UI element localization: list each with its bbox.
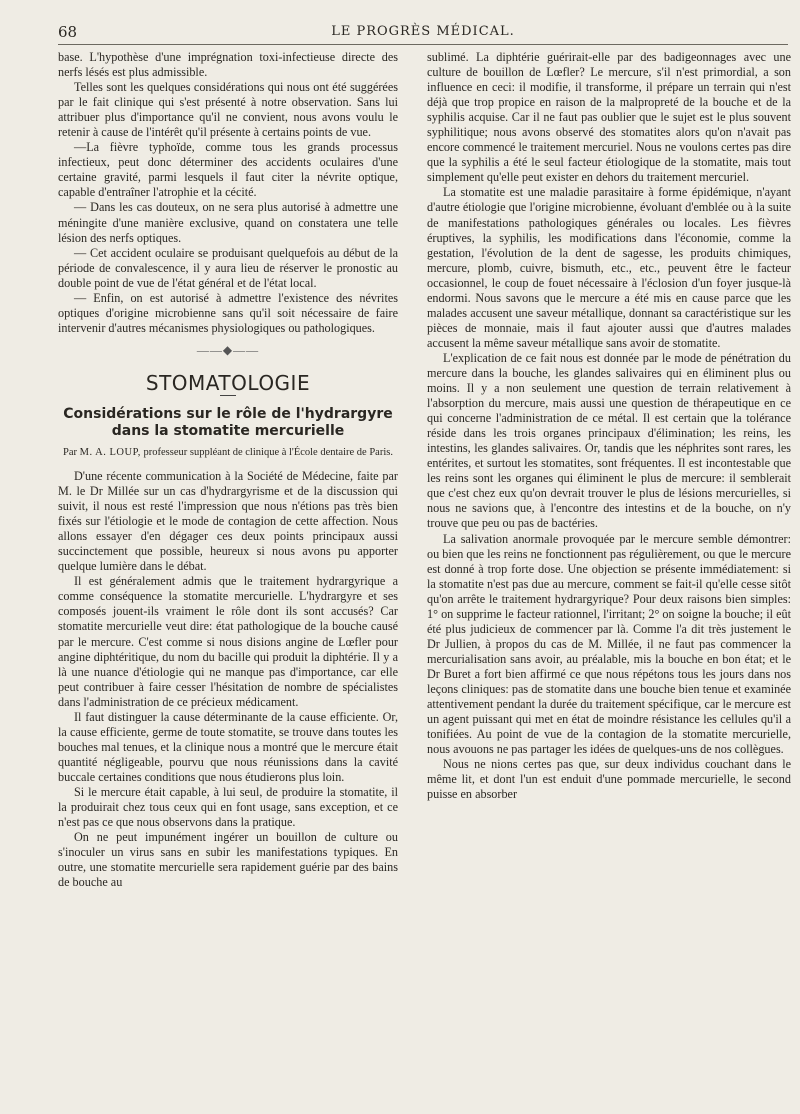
paragraph: On ne peut impunément ingérer un bouillon de culture ou s'inoculer un virus sans en subir les manifestations typiques. En outre, une stomatite mercurielle sera rapidement guérie par des bains de bouche au [58,830,398,890]
paragraph: La salivation anormale provoquée par le mercure semble démontrer: ou bien que les reins ne fonctionnent pas régulièrement, ou que le mercure est donné à trop forte dose. Une objection se présente immédiatement: si la stomatite n'est pas due au mercure, comment se fait-il qu'elle cesse sitôt qu'on arrête le traitement hydrargyrique? Pour deux raisons bien simples: 1° on supprime le facteur rationnel, l'irritant; 2° on soigne la bouche; il eût été plus judicieux de commencer par là. Comme l'a dit très justement le Dr Jullien, à propos du cas de M. Millée, il ne faut pas commencer la mercurialisation sans avoir, au préalable, mis la bouche en bon état; et le Dr Buret a fort bien affirmé ce que nous répétons tous les jours dans nos leçons cliniques: pas de stomatite dans une bouche bien tenue et examinée attentivement pendant la durée du traitement spécifique, car le mercure est un agent puissant qui met en état de moindre résistance les cellules qu'il a tonifiées. Au point de vue de la contagion de la stomatite mercurielle, nous avouons ne pas partager les idées de quelques-uns de nos collègues. [427,531,791,757]
paragraph: L'explication de ce fait nous est donnée par le mode de pénétration du mercure dans la bouche, les glandes salivaires qui en éliminent plus ou moins. Il y a non seulement une question de terrain relativement à l'absorption du mercure, mais aussi une question de thérapeutique en ce qui concerne l'administration de ce métal. Il est certain que la tolérance réside dans les trois organes principaux d'élimination; les reins, les intestins, les glandes salivaires. Or, tandis que les néphrites sont rares, les entérites, et surtout les stomatites, sont fréquentes. Il est incontestable que les reins sont les organes qui éliminent le plus de mercure: il semblerait que c'est chez eux qu'on devrait trouver le plus de lésions mercurielles, si nous ne savions que, à l'encontre des intestins et de la bouche, on n'y trouve que peu ou pas de bactéries. [427,350,791,531]
paragraph: La stomatite est une maladie parasitaire à forme épidémique, n'ayant d'autre étiologie que l'origine microbienne, évoluant d'emblée ou à la suite de manifestations pathologiques générales ou locales. Les fièvres éruptives, la syphilis, les modifications dans l'économie, comme la gestation, l'évolution de la dent de sagesse, les produits chimiques, mercure, plomb, cuivre, bismuth, etc., etc., peuvent être le facteur occasionnel, le coup de fouet nécessaire à l'éclosion d'un foyer jusque-là endormi. Nous savons que le mercure a été mis en cause parce que les malades accusent une saveur métallique, donnant sa caractéristique sur les pièces de monnaie, mais il faut ajouter aussi que d'autres malades accusent la même saveur métallique sans avoir de stomatite. [427,185,791,350]
paragraph: — Cet accident oculaire se produisant quelquefois au début de la période de convalescence, il y aura lieu de réserver le pronostic au double point de vue de l'état général et de l'état local. [58,245,398,290]
left-column [58,50,398,890]
article-title: Considérations sur le rôle de l'hydrargyre dans la stomatite mercurielle [63,405,393,439]
byline-author: M. A. LOUP, [79,446,141,458]
heading-rule [220,395,236,396]
page-number: 68 [58,23,78,41]
right-column [427,50,791,802]
paragraph: —La fièvre typhoïde, comme tous les grands processus infectieux, peut donc déterminer des accidents oculaires d'une certaine gravité, parmi lesquels il faut citer la névrite optique, capable d'entraîner l'atrophie et la cécité. [58,140,398,200]
paragraph: Si le mercure était capable, à lui seul, de produire la stomatite, il la produirait chez tous ceux qui en font usage, sans exception, et ce n'est pas ce que nous observons dans la pratique. [58,784,398,830]
paragraph: — Dans les cas douteux, on ne sera plus autorisé à admettre une méningite d'une manière exclusive, quand on constatera une telle lésion des nerfs optiques. [58,200,398,245]
byline-affiliation: professeur suppléant de clinique à l'École dentaire de Paris. [143,446,393,458]
running-title: LE PROGRÈS MÉDICAL. [331,24,515,39]
section-heading: STOMATOLOGIE [145,370,311,395]
page-header [58,22,788,45]
paragraph: — Enfin, on est autorisé à admettre l'existence des névrites optiques d'origine microbienne sans qu'il soit nécessaire de faire intervenir d'autres mécanismes physiologiques ou pathologiques. [58,290,398,335]
byline [58,446,398,459]
paragraph: base. L'hypothèse d'une imprégnation toxi-infectieuse directe des nerfs lésés est plus admissible. [58,50,398,80]
ornamental-separator: ——◆—— [196,342,260,357]
paragraph: Il faut distinguer la cause déterminante de la cause efficiente. Or, la cause efficiente, germe de toute stomatite, se trouve dans toutes les bouches mal tenues, et la clinique nous a montré que le mercure était quantité négligeable, pourvu que nous réunissions dans la cavité buccale certaines conditions que nous étudierons plus loin. [58,709,398,784]
paragraph: Nous ne nions certes pas que, sur deux individus couchant dans le même lit, et dont l'un est enduit d'une pommade mercurielle, le second puisse en absorber [427,757,791,802]
paragraph: D'une récente communication à la Société de Médecine, faite par M. le Dr Millée sur un cas d'hydrargyrisme et de la discussion qui suivit, il nous est resté l'impression que nous n'étions pas très bien fixés sur l'étiologie et le mode de contagion de cette affection. Nous allons essayer d'en dégager ces deux points principaux aussi succinctement que possible, heureux si nous avons pu apporter quelque lumière dans le débat. [58,468,398,574]
paragraph: Il est généralement admis que le traitement hydrargyrique a comme conséquence la stomatite mercurielle. L'hydrargyre et ses composés jouent-ils vraiment le rôle dont ils sont accusés? Car stomatite mercurielle veut dire: état pathologique de la bouche causé par le mercure. C'est comme si nous disions angine de Lœfler pour angine diphtéritique, du nom du bacille qui produit la diphtérie. Il y a là une nuance d'étiologie qui ne manque pas d'importance, car elle peut contribuer à faire cesser l'hésitation de nombre de spécialistes dans l'administration de ce précieux médicament. [58,574,398,709]
paragraph: sublimé. La diphtérie guérirait-elle par des badigeonnages avec une culture de bouillon de Lœfler? Le mercure, s'il n'est primordial, a son influence en ceci: il modifie, il transforme, il prépare un terrain qui n'est déjà que trop propice en raison de la malpropreté de la bouche et de la syphilis acquise. Car il ne faut pas oublier que le sujet est le plus souvent syphilitique; nous avons observé des stomatites alors qu'on n'avait pas encore commencé le traitement mercuriel. Nous ne voulons certes pas dire que la syphilis a été le seul facteur étiologique de la stomatite, mais tout simplement qu'elle peut exister en dehors du traitement mercuriel. [427,50,791,185]
paragraph: Telles sont les quelques considérations qui nous ont été suggérées par le fait clinique qui s'est présenté à notre observation. Sans lui attribuer plus d'importance qu'il ne convient, nous avons voulu le retenir à cause de l'intérêt qu'il présente à certains points de vue. [58,80,398,140]
byline-prefix: Par [63,446,78,458]
